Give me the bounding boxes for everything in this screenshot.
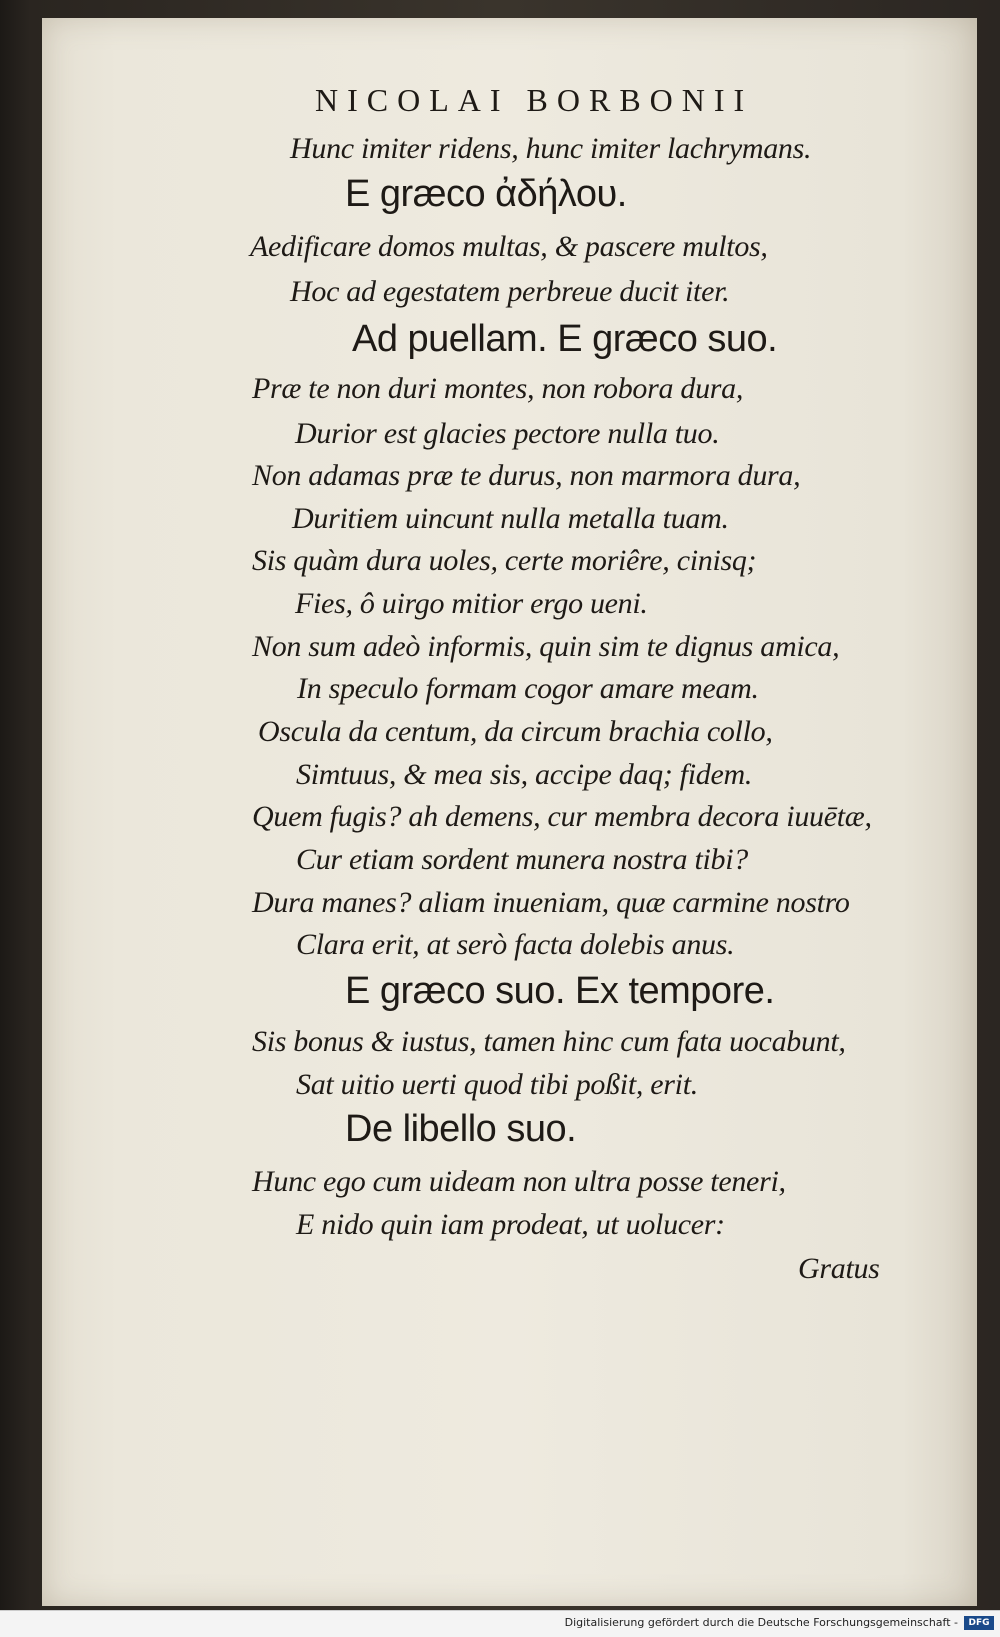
catchword: Gratus [798, 1252, 880, 1285]
verse-line: Dura manes? aliam inueniam, quæ carmine nostro [252, 886, 850, 919]
footer-credit: Digitalisierung gefördert durch die Deutsche Forschungsgemeinschaft - [564, 1616, 958, 1629]
verse-line: Cur etiam sordent munera nostra tibi? [296, 843, 748, 876]
verse-line: Fies, ô uirgo mitior ergo ueni. [295, 587, 648, 620]
running-head: NICOLAI BORBONII [315, 82, 754, 118]
verse-line: Aedificare domos multas, & pascere multos, [250, 230, 768, 263]
verse-line: Præ te non duri montes, non robora dura, [252, 372, 744, 405]
verse-line: Non adamas præ te durus, non marmora dura, [252, 459, 801, 492]
verse-line: Quem fugis? ah demens, cur membra decora iuuētæ, [252, 800, 872, 833]
verse-line: Sis quàm dura uoles, certe moriêre, cinisq; [252, 544, 757, 577]
verse-line: Sat uitio uerti quod tibi poßit, erit. [296, 1068, 698, 1101]
verse-line: E nido quin iam prodeat, ut uolucer: [296, 1208, 725, 1241]
dfg-logo[interactable]: DFG [964, 1616, 994, 1630]
section-title: Ad puellam. E græco suo. [352, 318, 778, 360]
verse-line: Hunc ego cum uideam non ultra posse teneri, [252, 1165, 786, 1198]
section-title: E græco suo. Ex tempore. [345, 970, 775, 1012]
verse-line: Durior est glacies pectore nulla tuo. [295, 417, 720, 450]
footer-bar [0, 1610, 1000, 1637]
verse-line: In speculo formam cogor amare meam. [297, 672, 759, 705]
section-title: E græco ἀδήλου. [345, 173, 627, 215]
verse-line: Sis bonus & iustus, tamen hinc cum fata uocabunt, [252, 1025, 846, 1058]
verse-line: Duritiem uincunt nulla metalla tuam. [292, 502, 729, 535]
verse-line: Non sum adeò informis, quin sim te dignus amica, [252, 630, 840, 663]
verse-line: Clara erit, at serò facta dolebis anus. [296, 928, 735, 961]
verse-line: Hunc imiter ridens, hunc imiter lachrymans. [290, 132, 812, 165]
verse-line: Hoc ad egestatem perbreue ducit iter. [290, 275, 730, 308]
section-title: De libello suo. [345, 1108, 577, 1150]
verse-line: Simtuus, & mea sis, accipe daq; fidem. [296, 758, 753, 791]
verse-line: Oscula da centum, da circum brachia collo, [258, 715, 773, 748]
